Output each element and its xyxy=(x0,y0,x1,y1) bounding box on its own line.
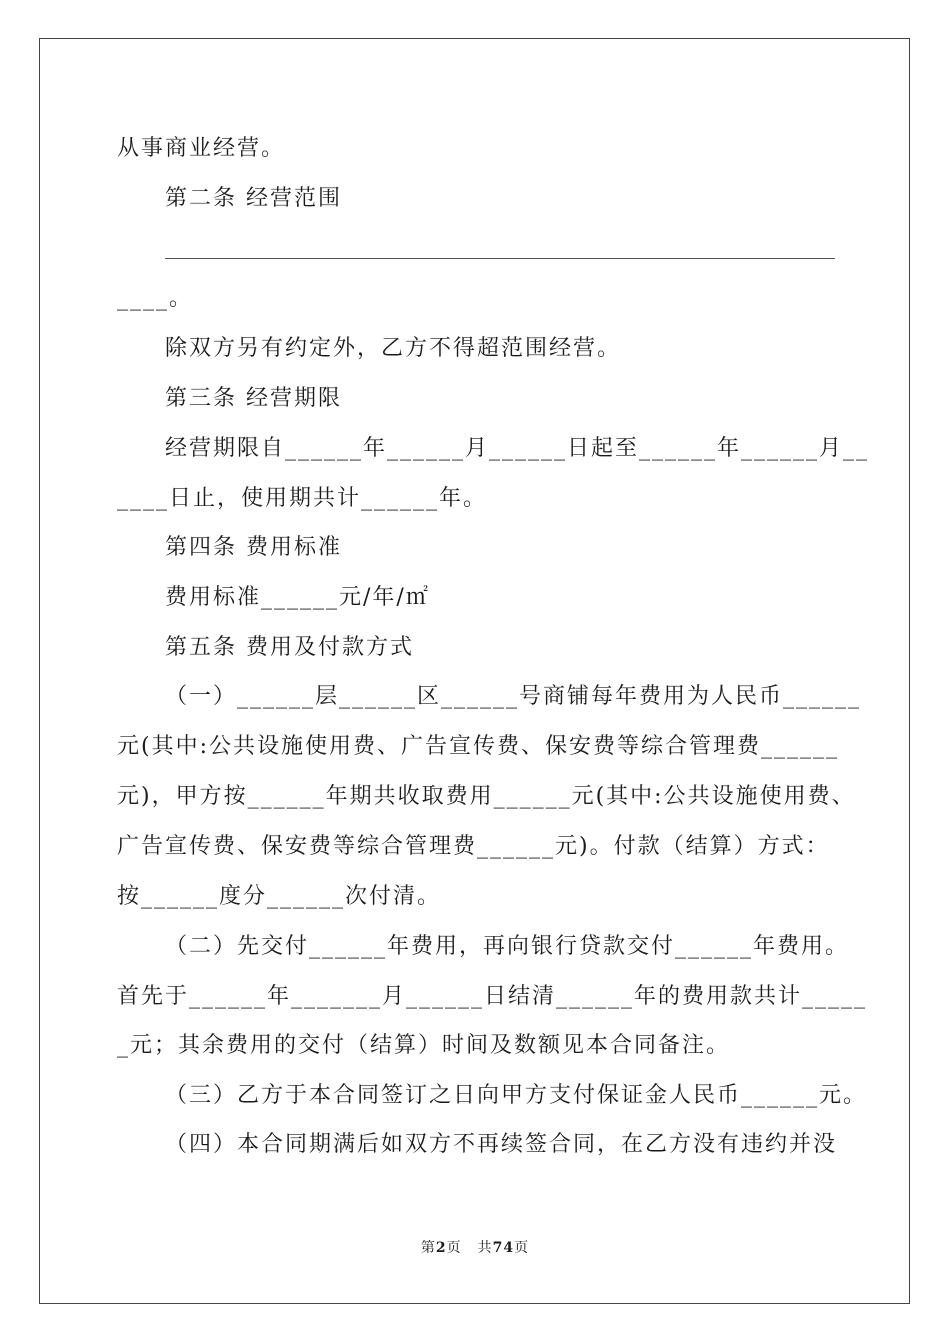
blank-rule xyxy=(165,258,835,259)
page-suffix: 页 xyxy=(446,1240,462,1256)
article-heading: 第三条 经营期限 xyxy=(165,386,342,411)
page-border xyxy=(39,38,910,1304)
text-line: 从事商业经营。 xyxy=(117,136,286,161)
text-line: 元(其中:公共设施使用费、广告宣传费、保安费等综合管理费______ xyxy=(117,734,839,759)
total-pages: 74 xyxy=(492,1240,515,1256)
total-suffix: 页 xyxy=(514,1240,530,1256)
text-line: 按______度分______次付清。 xyxy=(117,884,442,909)
text-line: 广告宣传费、保安费等综合管理费______元)。付款（结算）方式： xyxy=(117,834,830,859)
text-line: （四）本合同期满后如双方不再续签合同，在乙方没有违约并没 xyxy=(165,1132,838,1157)
text-line: （一）______层______区______号商铺每年费用为人民币______ xyxy=(165,684,862,709)
text-line: _元；其余费用的交付（结算）时间及数额见本合同备注。 xyxy=(117,1033,731,1058)
total-prefix: 共 xyxy=(477,1240,493,1256)
article-heading: 第四条 费用标准 xyxy=(165,535,342,560)
text-line: （三）乙方于本合同签订之日向甲方支付保证金人民币______元。 xyxy=(165,1083,868,1108)
page-number: 2 xyxy=(435,1240,447,1256)
text-line: ____日止，使用期共计______年。 xyxy=(117,486,488,511)
text-line: 除双方另有约定外，乙方不得超范围经营。 xyxy=(165,336,622,361)
text-line: 经营期限自______年______月______日起至______年______月__ xyxy=(165,436,870,461)
text-line: 元)，甲方按______年期共收取费用______元(其中:公共设施使用费、 xyxy=(117,784,856,809)
text-line: （二）先交付______年费用，再向银行贷款交付______年费用。 xyxy=(165,934,850,959)
article-heading: 第二条 经营范围 xyxy=(165,186,342,211)
text-line: 费用标准______元/年/㎡ xyxy=(165,585,430,610)
text-line: 首先于______年_______月______日结清______年的费用款共计_____ xyxy=(117,984,868,1009)
page-footer xyxy=(0,1238,950,1258)
text-line: ____。 xyxy=(117,286,194,311)
article-heading: 第五条 费用及付款方式 xyxy=(165,635,414,660)
page-prefix: 第 xyxy=(420,1240,436,1256)
